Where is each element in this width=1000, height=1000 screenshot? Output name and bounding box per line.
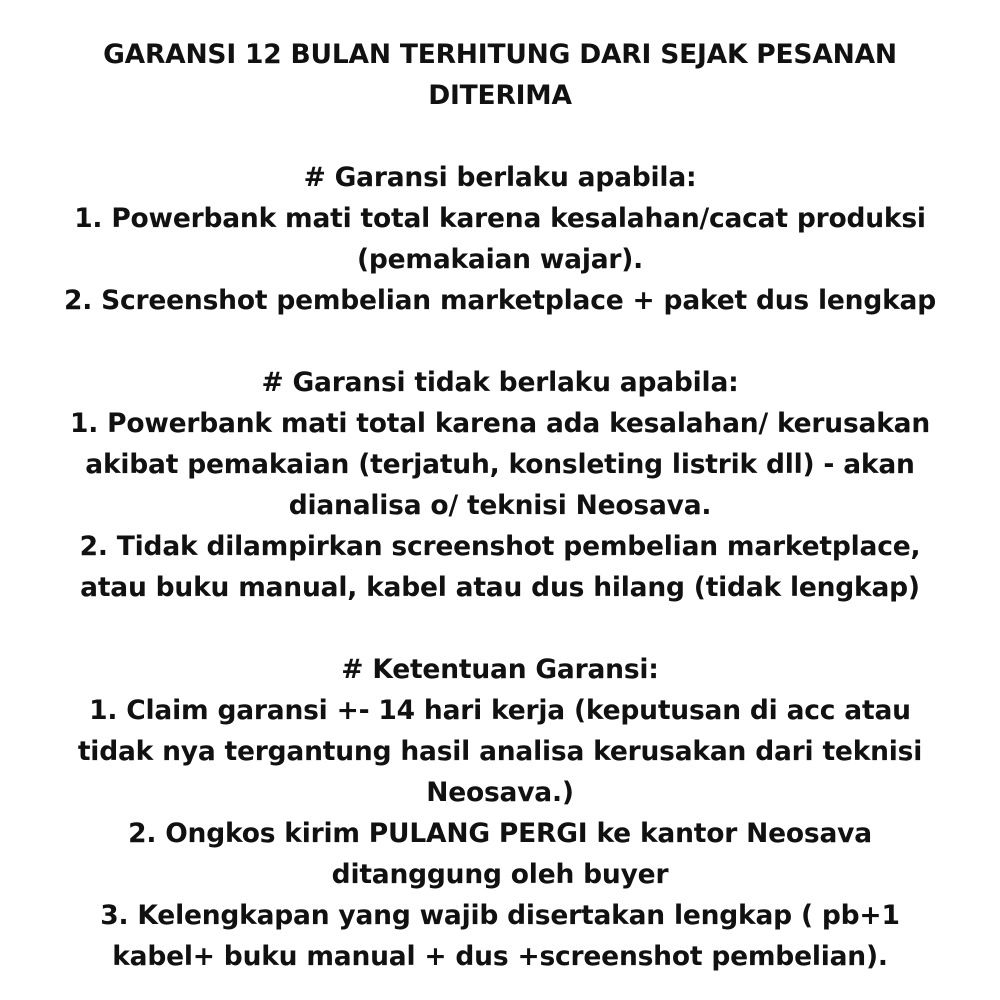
section-heading: # Garansi berlaku apabila: — [303, 162, 697, 193]
title-line-2: DITERIMA — [428, 80, 572, 111]
section-line: 2. Ongkos kirim PULANG PERGI ke kantor Neosava — [128, 818, 872, 849]
spacer — [0, 116, 1000, 157]
warranty-title — [0, 34, 1000, 116]
section-line: 2. Screenshot pembelian marketplace + paket dus lengkap — [63, 285, 936, 316]
section-line: 1. Claim garansi +- 14 hari kerja (keputusan di acc atau — [89, 695, 911, 726]
section-warranty-not-applies — [0, 362, 1000, 608]
section-line: 1. Powerbank mati total karena ada kesalahan/ kerusakan — [69, 408, 930, 439]
section-line: 2. Tidak dilampirkan screenshot pembelian marketplace, — [79, 531, 921, 562]
section-warranty-applies — [0, 157, 1000, 321]
section-line: (pemakaian wajar). — [356, 244, 644, 275]
spacer — [0, 321, 1000, 362]
section-line: 1. Powerbank mati total karena kesalahan/cacat produksi — [74, 203, 926, 234]
section-line: akibat pemakaian (terjatuh, konsleting listrik dll) - akan — [85, 449, 915, 480]
section-line: kabel+ buku manual + dus +screenshot pembelian). — [112, 941, 888, 972]
title-line-1: GARANSI 12 BULAN TERHITUNG DARI SEJAK PESANAN — [103, 39, 897, 70]
warranty-document — [0, 34, 1000, 977]
section-line: 3. Kelengkapan yang wajib disertakan lengkap ( pb+1 — [100, 900, 900, 931]
section-heading: # Garansi tidak berlaku apabila: — [261, 367, 739, 398]
section-line: atau buku manual, kabel atau dus hilang (tidak lengkap) — [80, 572, 920, 603]
section-line: dianalisa o/ teknisi Neosava. — [288, 490, 712, 521]
section-heading: # Ketentuan Garansi: — [341, 654, 659, 685]
section-line: Neosava.) — [426, 777, 574, 808]
spacer — [0, 608, 1000, 649]
section-warranty-terms — [0, 649, 1000, 977]
section-line: ditanggung oleh buyer — [331, 859, 669, 890]
section-line: tidak nya tergantung hasil analisa kerusakan dari teknisi — [77, 736, 923, 767]
